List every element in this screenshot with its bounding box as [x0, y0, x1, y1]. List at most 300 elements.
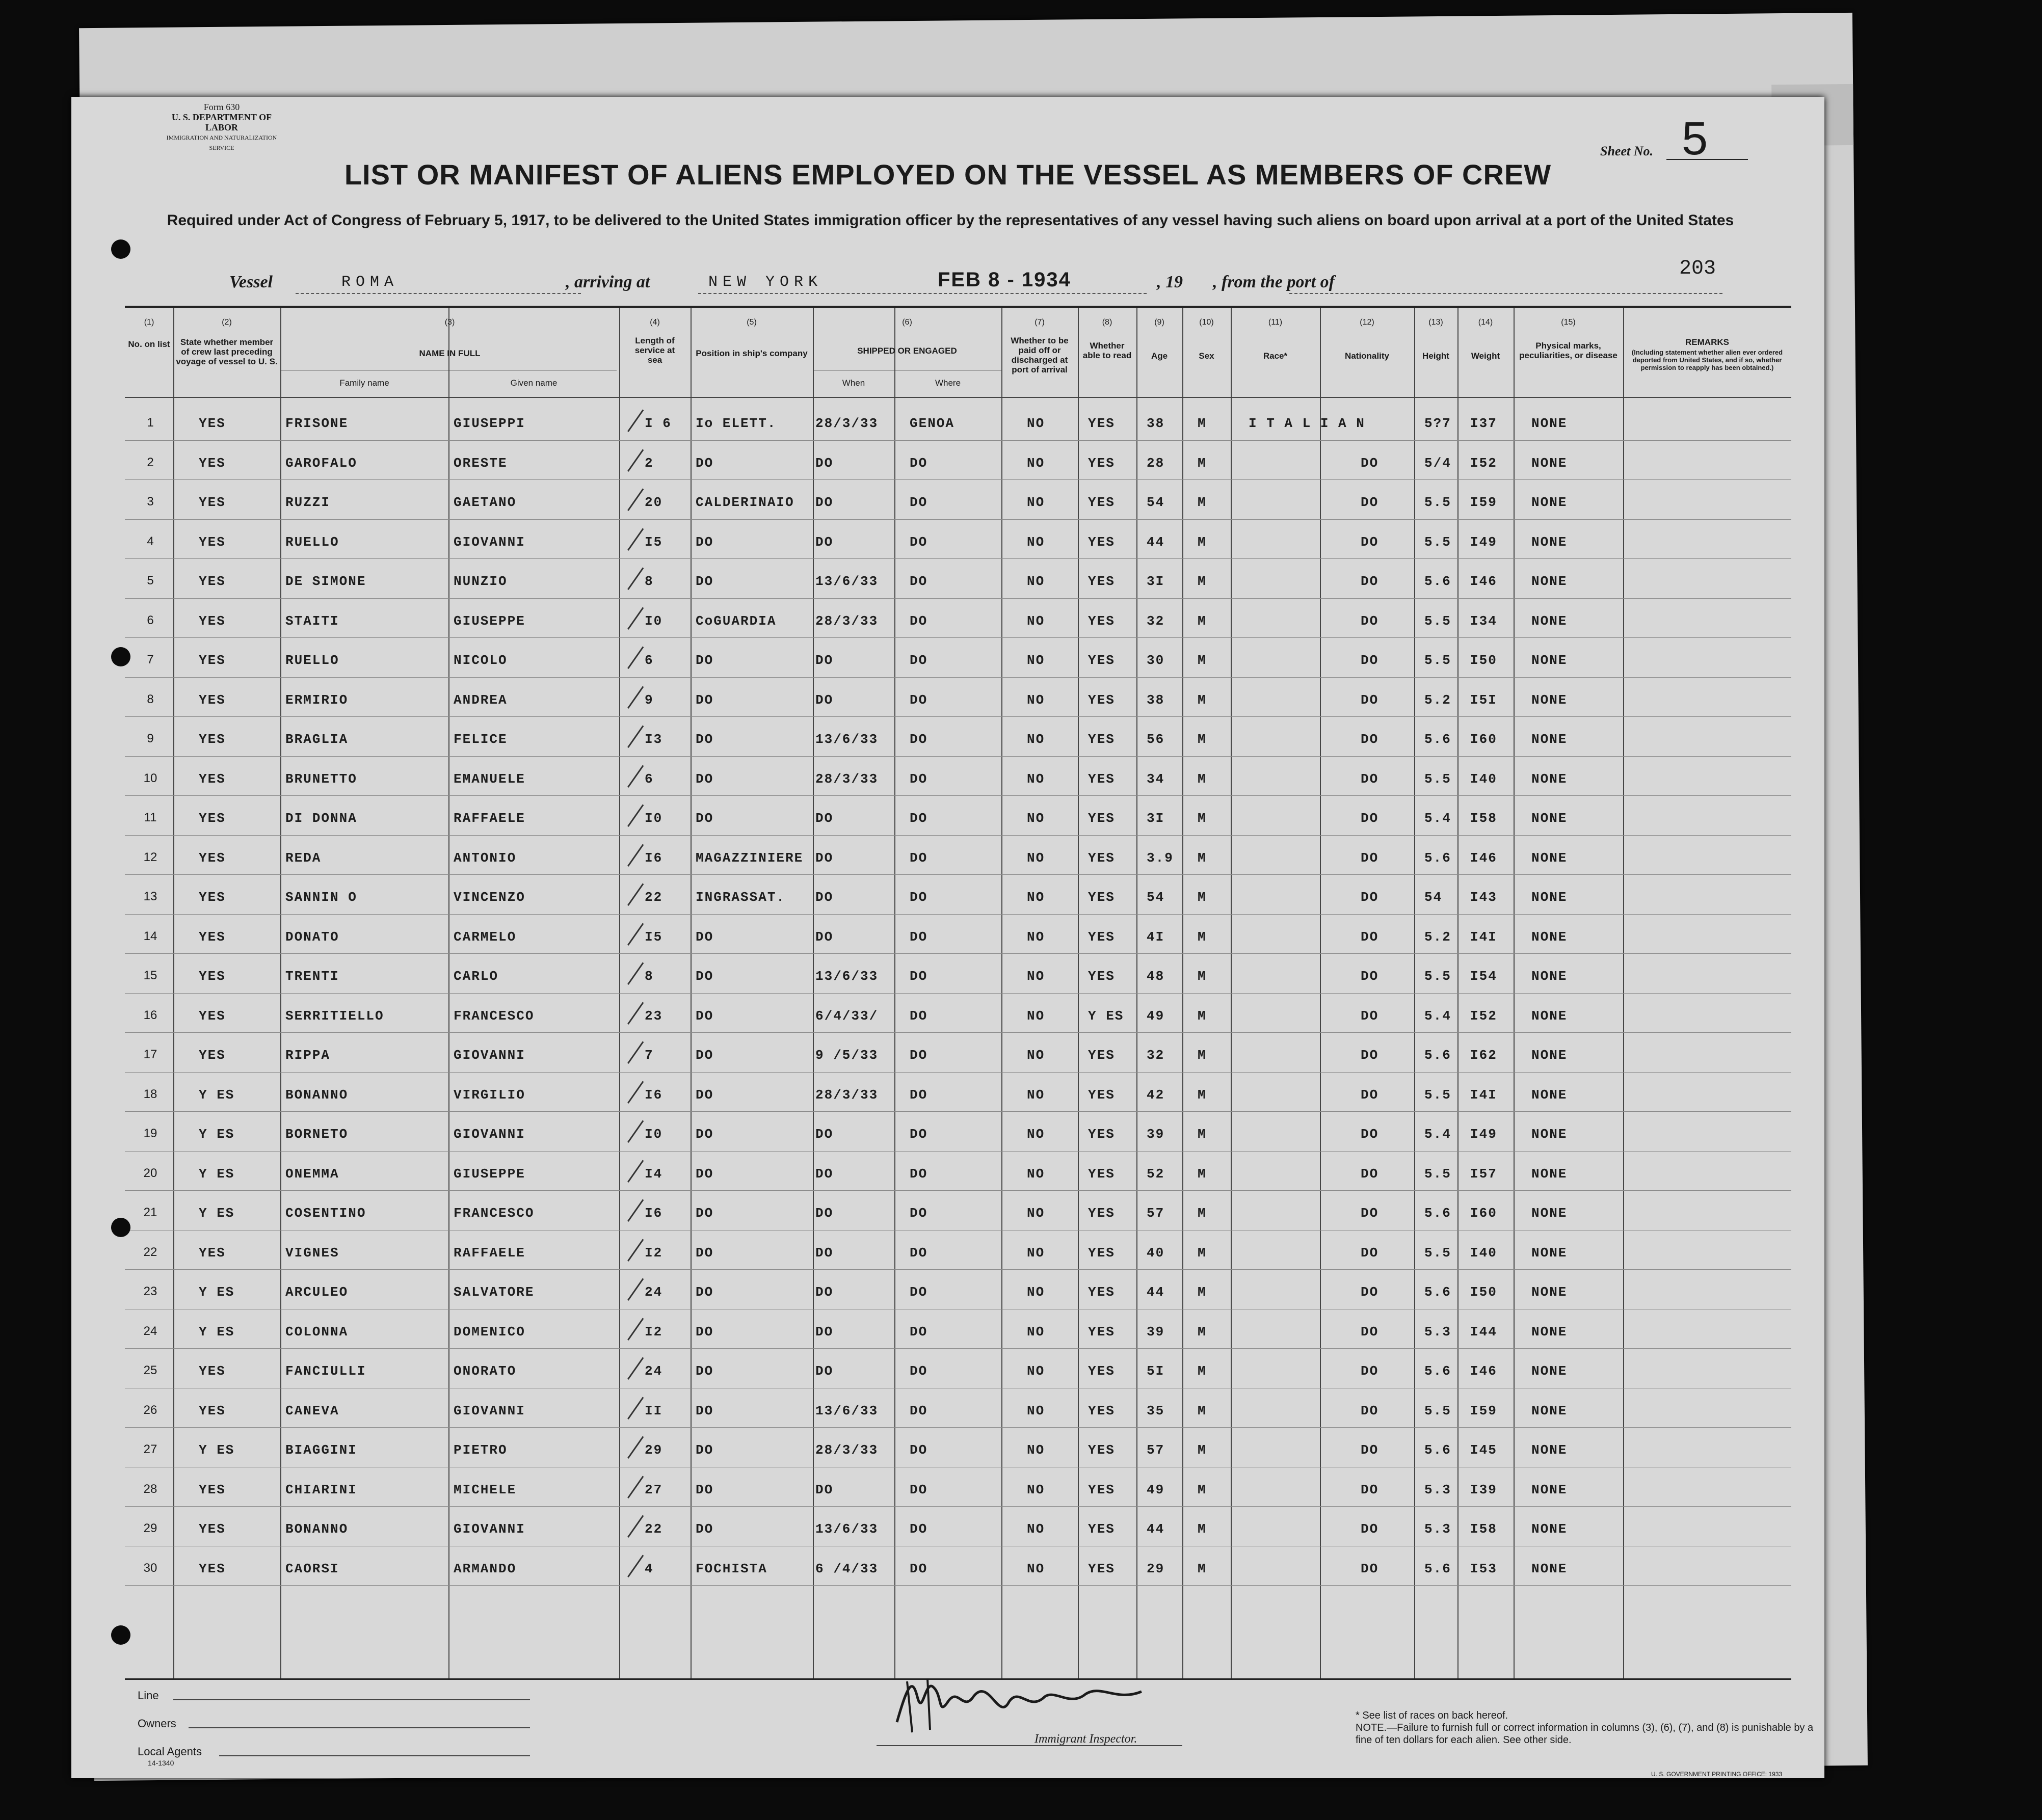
cell-service: I0	[645, 811, 663, 826]
cell-service: I6	[645, 1087, 663, 1103]
cell-nat: DO	[1361, 1363, 1379, 1379]
local-agents-label: Local Agents	[138, 1745, 202, 1758]
row-number: 8	[147, 692, 154, 706]
cell-read: YES	[1088, 929, 1115, 945]
cell-prev: YES	[199, 929, 226, 945]
cell-service: I4	[645, 1166, 663, 1182]
cell-prev: YES	[199, 534, 226, 550]
cell-sex: M	[1198, 1442, 1207, 1458]
cell-given: GIOVANNI	[454, 1048, 525, 1063]
cell-paid: NO	[1027, 1206, 1045, 1221]
cell-sex: M	[1198, 1008, 1207, 1024]
cell-age: 32	[1147, 613, 1165, 629]
cell-when: DO	[815, 534, 834, 550]
col-num-4: (4)	[650, 318, 660, 327]
cell-where: DO	[910, 969, 928, 984]
cell-where: DO	[910, 1561, 928, 1576]
cell-age: 3I	[1147, 574, 1165, 589]
cell-nat: DO	[1361, 811, 1379, 826]
cell-sex: M	[1198, 1521, 1207, 1537]
cell-when: DO	[815, 495, 834, 510]
cell-service: 22	[645, 890, 663, 905]
sheet-number-label: Sheet No.	[1600, 144, 1653, 158]
cell-where: DO	[910, 1127, 928, 1142]
row-number: 1	[147, 416, 154, 430]
cell-marks: NONE	[1531, 574, 1568, 589]
cell-given: NICOLO	[454, 653, 508, 668]
cell-paid: NO	[1027, 969, 1045, 984]
cell-service: I0	[645, 1127, 663, 1142]
cell-given: GAETANO	[454, 495, 517, 510]
cell-read: YES	[1088, 1087, 1115, 1103]
cell-family: ARCULEO	[285, 1284, 349, 1300]
cell-given: GIOVANNI	[454, 1127, 525, 1142]
cell-when: DO	[815, 692, 834, 708]
cell-family: DI DONNA	[285, 811, 357, 826]
cell-read: YES	[1088, 1363, 1115, 1379]
cell-position: INGRASSAT.	[696, 890, 786, 905]
col-num-6: (6)	[902, 318, 912, 327]
cell-prev: Y ES	[199, 1206, 235, 1221]
cell-where: DO	[910, 929, 928, 945]
row-divider	[125, 756, 1791, 757]
row-number: 13	[143, 890, 157, 903]
col-head-remarks-note: (Including statement whether alien ever ordered deported from United States, and if so, whether permission to reapply has been obtained.)	[1631, 349, 1783, 371]
cell-service: 2	[645, 455, 654, 471]
cell-family: ONEMMA	[285, 1166, 339, 1182]
cell-when: 13/6/33	[815, 1521, 879, 1537]
cell-marks: NONE	[1531, 1048, 1568, 1063]
cell-age: 39	[1147, 1324, 1165, 1340]
cell-prev: Y ES	[199, 1284, 235, 1300]
cell-age: 34	[1147, 771, 1165, 787]
cell-service: 6	[645, 653, 654, 668]
cell-sex: M	[1198, 1284, 1207, 1300]
cell-weight: I34	[1470, 613, 1497, 629]
cell-prev: YES	[199, 890, 226, 905]
cell-nat: DO	[1361, 929, 1379, 945]
cell-prev: YES	[199, 1403, 226, 1418]
cell-position: MAGAZZINIERE	[696, 850, 804, 866]
cell-read: YES	[1088, 1521, 1115, 1537]
row-number: 11	[144, 811, 157, 824]
cell-position: DO	[696, 692, 714, 708]
punch-hole	[111, 1218, 130, 1237]
col-head-given-name: Given name	[510, 378, 558, 388]
row-number: 17	[143, 1048, 157, 1061]
cell-read: YES	[1088, 1324, 1115, 1340]
cell-prev: YES	[199, 495, 226, 510]
cell-where: DO	[910, 1442, 928, 1458]
cell-service: 22	[645, 1521, 663, 1537]
cell-where: DO	[910, 1284, 928, 1300]
cell-service: 4	[645, 1561, 654, 1576]
cell-family: FRISONE	[285, 416, 349, 431]
cell-nat: DO	[1361, 1324, 1379, 1340]
row-number: 24	[143, 1324, 157, 1338]
date-stamp: FEB 8 - 1934	[938, 269, 1071, 291]
cell-nat: DO	[1361, 1442, 1379, 1458]
cell-weight: I40	[1470, 1245, 1497, 1261]
cell-position: DO	[696, 771, 714, 787]
row-number: 26	[143, 1403, 157, 1417]
row-divider	[125, 835, 1791, 836]
cell-prev: Y ES	[199, 1166, 235, 1182]
col-head-remarks: REMARKS	[1685, 337, 1729, 347]
cell-age: 54	[1147, 495, 1165, 510]
cell-marks: NONE	[1531, 495, 1568, 510]
cell-prev: Y ES	[199, 1442, 235, 1458]
cell-age: 49	[1147, 1008, 1165, 1024]
cell-given: GIOVANNI	[454, 534, 525, 550]
cell-marks: NONE	[1531, 534, 1568, 550]
col-num-9: (9)	[1154, 318, 1164, 327]
cell-paid: NO	[1027, 1245, 1045, 1261]
cell-age: 56	[1147, 732, 1165, 747]
cell-height: 5.6	[1424, 1442, 1451, 1458]
cell-sex: M	[1198, 1363, 1207, 1379]
cell-where: DO	[910, 653, 928, 668]
cell-position: DO	[696, 1087, 714, 1103]
cell-weight: I4I	[1470, 929, 1497, 945]
cell-marks: NONE	[1531, 1521, 1568, 1537]
cell-nat: DO	[1361, 613, 1379, 629]
cell-where: DO	[910, 890, 928, 905]
cell-paid: NO	[1027, 692, 1045, 708]
cell-service: 8	[645, 574, 654, 589]
manifest-sheet	[71, 97, 1824, 1778]
cell-when: 13/6/33	[815, 574, 879, 589]
cell-age: 57	[1147, 1442, 1165, 1458]
cell-where: DO	[910, 1403, 928, 1418]
row-number: 12	[143, 850, 157, 864]
cell-height: 5.5	[1424, 1087, 1451, 1103]
crew-table	[125, 306, 1791, 1680]
agents-underline	[219, 1755, 530, 1756]
cell-marks: NONE	[1531, 1284, 1568, 1300]
cell-height: 5.4	[1424, 811, 1451, 826]
cell-service: 29	[645, 1442, 663, 1458]
cell-when: DO	[815, 890, 834, 905]
row-divider	[125, 479, 1791, 480]
cell-sex: M	[1198, 692, 1207, 708]
cell-position: DO	[696, 1521, 714, 1537]
row-number: 14	[143, 929, 157, 943]
cell-service: I5	[645, 929, 663, 945]
col-num-13: (13)	[1428, 318, 1443, 327]
cell-when: DO	[815, 850, 834, 866]
arriving-port: NEW YORK	[708, 274, 823, 291]
cell-when: 28/3/33	[815, 613, 879, 629]
cell-read: YES	[1088, 1561, 1115, 1576]
cell-weight: I52	[1470, 455, 1497, 471]
cell-weight: I57	[1470, 1166, 1497, 1182]
col-head-paid-off: Whether to be paid off or discharged at port of arrival	[1011, 336, 1069, 374]
cell-nat: DO	[1361, 771, 1379, 787]
cell-weight: I59	[1470, 495, 1497, 510]
races-note: * See list of races on back hereof.	[1356, 1710, 1508, 1721]
cell-age: 35	[1147, 1403, 1165, 1418]
cell-prev: YES	[199, 574, 226, 589]
vessel-label: Vessel	[229, 273, 273, 291]
col-head-shipped: SHIPPED OR ENGAGED	[857, 346, 957, 356]
cell-prev: YES	[199, 653, 226, 668]
cell-when: DO	[815, 1482, 834, 1497]
cell-paid: NO	[1027, 534, 1045, 550]
cell-family: FANCIULLI	[285, 1363, 366, 1379]
row-divider	[125, 953, 1791, 954]
cell-given: VINCENZO	[454, 890, 525, 905]
row-number: 23	[143, 1284, 157, 1298]
cell-paid: NO	[1027, 1324, 1045, 1340]
cell-given: GIOVANNI	[454, 1403, 525, 1418]
cell-weight: I50	[1470, 1284, 1497, 1300]
row-divider	[125, 1427, 1791, 1428]
cell-sex: M	[1198, 1561, 1207, 1576]
cell-given: NUNZIO	[454, 574, 508, 589]
cell-family: BRAGLIA	[285, 732, 349, 747]
cell-nat: DO	[1361, 1482, 1379, 1497]
cell-read: YES	[1088, 850, 1115, 866]
row-divider	[125, 1151, 1791, 1152]
cell-age: 39	[1147, 1127, 1165, 1142]
cell-when: 13/6/33	[815, 969, 879, 984]
cell-when: DO	[815, 455, 834, 471]
cell-service: 20	[645, 495, 663, 510]
row-number: 9	[147, 732, 154, 745]
row-number: 16	[143, 1008, 157, 1022]
cell-paid: NO	[1027, 495, 1045, 510]
cell-weight: I62	[1470, 1048, 1497, 1063]
cell-height: 5?7	[1424, 416, 1451, 431]
cell-where: DO	[910, 1363, 928, 1379]
cell-weight: I58	[1470, 811, 1497, 826]
col-head-previous-voyage: State whether member of crew last preceding voyage of vessel to U. S.	[176, 337, 278, 366]
cell-nat: DO	[1361, 1245, 1379, 1261]
row-divider	[125, 716, 1791, 717]
row-divider	[125, 993, 1791, 994]
cell-position: DO	[696, 811, 714, 826]
cell-sex: M	[1198, 969, 1207, 984]
row-divider	[125, 1032, 1791, 1033]
col-head-read: Whether able to read	[1082, 341, 1132, 360]
cell-age: 4I	[1147, 929, 1165, 945]
cell-sex: M	[1198, 1087, 1207, 1103]
punch-hole	[111, 647, 130, 666]
cell-given: ARMANDO	[454, 1561, 517, 1576]
cell-given: MICHELE	[454, 1482, 517, 1497]
cell-position: Io ELETT.	[696, 416, 777, 431]
cell-prev: YES	[199, 969, 226, 984]
cell-where: DO	[910, 692, 928, 708]
cell-read: YES	[1088, 1206, 1115, 1221]
cell-weight: I52	[1470, 1008, 1497, 1024]
punch-hole	[111, 239, 130, 259]
cell-weight: I49	[1470, 534, 1497, 550]
cell-nat: DO	[1361, 850, 1379, 866]
cell-marks: NONE	[1531, 969, 1568, 984]
cell-family: GAROFALO	[285, 455, 357, 471]
row-number: 28	[143, 1482, 157, 1496]
cell-height: 5.6	[1424, 1284, 1451, 1300]
cell-family: SANNIN O	[285, 890, 357, 905]
from-port-label: , from the port of	[1213, 273, 1335, 291]
cell-family: BRUNETTO	[285, 771, 357, 787]
cell-service: 23	[645, 1008, 663, 1024]
col-head-age: Age	[1151, 351, 1168, 361]
cell-read: YES	[1088, 1245, 1115, 1261]
cell-service: I2	[645, 1324, 663, 1340]
cell-prev: Y ES	[199, 1127, 235, 1142]
cell-family: BONANNO	[285, 1087, 349, 1103]
cell-when: 6 /4/33	[815, 1561, 879, 1576]
cell-age: 44	[1147, 1521, 1165, 1537]
cell-age: 32	[1147, 1048, 1165, 1063]
cell-height: 5.5	[1424, 495, 1451, 510]
row-divider	[125, 519, 1791, 520]
cell-family: BONANNO	[285, 1521, 349, 1537]
cell-weight: I58	[1470, 1521, 1497, 1537]
cell-sex: M	[1198, 416, 1207, 431]
printer-imprint: U. S. GOVERNMENT PRINTING OFFICE: 1933	[1651, 1771, 1783, 1778]
row-number: 6	[147, 613, 154, 627]
cell-height: 5.4	[1424, 1008, 1451, 1024]
cell-height: 5.5	[1424, 771, 1451, 787]
col-num-5: (5)	[747, 318, 757, 327]
cell-sex: M	[1198, 495, 1207, 510]
cell-position: DO	[696, 1008, 714, 1024]
row-number: 27	[143, 1442, 157, 1456]
owners-underline	[189, 1727, 530, 1728]
cell-marks: NONE	[1531, 811, 1568, 826]
cell-paid: NO	[1027, 574, 1045, 589]
arriving-label: , arriving at	[566, 273, 650, 291]
row-divider	[125, 1348, 1791, 1349]
cell-family: RUELLO	[285, 534, 339, 550]
cell-sex: M	[1198, 1245, 1207, 1261]
cell-service: I3	[645, 732, 663, 747]
fine-note: NOTE.—Failure to furnish full or correct information in columns (3), (6), (7), and (8) is punishable by a fine of ten dollars for each alien. See other side.	[1356, 1722, 1814, 1746]
cell-service: I6	[645, 1206, 663, 1221]
col-head-when: When	[842, 378, 865, 388]
cell-service: I5	[645, 534, 663, 550]
cell-paid: NO	[1027, 811, 1045, 826]
inspector-label: Immigrant Inspector.	[1035, 1732, 1137, 1746]
row-divider	[125, 1072, 1791, 1073]
cell-nat: DO	[1361, 495, 1379, 510]
cell-sex: M	[1198, 732, 1207, 747]
cell-family: CHIARINI	[285, 1482, 357, 1497]
cell-where: DO	[910, 1521, 928, 1537]
row-number: 21	[143, 1206, 157, 1219]
cell-prev: YES	[199, 1048, 226, 1063]
cell-nat: DO	[1361, 653, 1379, 668]
cell-age: 5I	[1147, 1363, 1165, 1379]
cell-read: YES	[1088, 969, 1115, 984]
vessel-name: ROMA	[341, 274, 399, 291]
vessel-underline	[296, 293, 581, 294]
cell-height: 5.2	[1424, 692, 1451, 708]
cell-when: DO	[815, 1363, 834, 1379]
cell-nat: DO	[1361, 732, 1379, 747]
cell-marks: NONE	[1531, 929, 1568, 945]
row-divider	[125, 1506, 1791, 1507]
cell-weight: I59	[1470, 1403, 1497, 1418]
cell-where: DO	[910, 1166, 928, 1182]
cell-read: YES	[1088, 1284, 1115, 1300]
cell-height: 5.5	[1424, 1166, 1451, 1182]
cell-read: Y ES	[1088, 1008, 1124, 1024]
cell-height: 5.5	[1424, 613, 1451, 629]
cell-prev: YES	[199, 692, 226, 708]
cell-marks: NONE	[1531, 613, 1568, 629]
cell-family: BIAGGINI	[285, 1442, 357, 1458]
cell-paid: NO	[1027, 455, 1045, 471]
cell-height: 5.2	[1424, 929, 1451, 945]
cell-read: YES	[1088, 495, 1115, 510]
cell-marks: NONE	[1531, 1127, 1568, 1142]
cell-weight: I50	[1470, 653, 1497, 668]
cell-when: DO	[815, 1166, 834, 1182]
cell-weight: I60	[1470, 1206, 1497, 1221]
cell-marks: NONE	[1531, 771, 1568, 787]
cell-given: GIOVANNI	[454, 1521, 525, 1537]
cell-weight: I53	[1470, 1561, 1497, 1576]
cell-when: DO	[815, 929, 834, 945]
cell-marks: NONE	[1531, 1008, 1568, 1024]
cell-paid: NO	[1027, 1087, 1045, 1103]
cell-age: 57	[1147, 1206, 1165, 1221]
row-number: 30	[143, 1561, 157, 1575]
cell-paid: NO	[1027, 613, 1045, 629]
cell-nat: DO	[1361, 1166, 1379, 1182]
cell-age: 52	[1147, 1166, 1165, 1182]
cell-service: I2	[645, 1245, 663, 1261]
row-number: 4	[147, 534, 154, 548]
cell-paid: NO	[1027, 929, 1045, 945]
cell-weight: I37	[1470, 416, 1497, 431]
cell-position: DO	[696, 1324, 714, 1340]
row-divider	[125, 795, 1791, 796]
cell-nat: DO	[1361, 534, 1379, 550]
cell-service: 24	[645, 1363, 663, 1379]
cell-when: 13/6/33	[815, 732, 879, 747]
form-code: 14-1340	[148, 1759, 174, 1767]
cell-position: DO	[696, 1403, 714, 1418]
row-number: 20	[143, 1166, 157, 1180]
col-head-race: Race*	[1263, 351, 1288, 361]
cell-marks: NONE	[1531, 1087, 1568, 1103]
col-head-where: Where	[935, 378, 961, 388]
cell-given: FRANCESCO	[454, 1008, 535, 1024]
cell-when: DO	[815, 653, 834, 668]
cell-prev: Y ES	[199, 1324, 235, 1340]
cell-service: 7	[645, 1048, 654, 1063]
cell-read: YES	[1088, 416, 1115, 431]
cell-service: I0	[645, 613, 663, 629]
page-title: LIST OR MANIFEST OF ALIENS EMPLOYED ON THE VESSEL AS MEMBERS OF CREW	[344, 158, 1552, 191]
cell-weight: I5I	[1470, 692, 1497, 708]
cell-prev: YES	[199, 1482, 226, 1497]
cell-weight: I49	[1470, 1127, 1497, 1142]
cell-marks: NONE	[1531, 1245, 1568, 1261]
cell-given: GIUSEPPE	[454, 613, 525, 629]
cell-weight: I46	[1470, 850, 1497, 866]
row-divider	[125, 914, 1791, 915]
cell-family: DE SIMONE	[285, 574, 366, 589]
cell-position: CoGUARDIA	[696, 613, 777, 629]
cell-given: ANDREA	[454, 692, 508, 708]
